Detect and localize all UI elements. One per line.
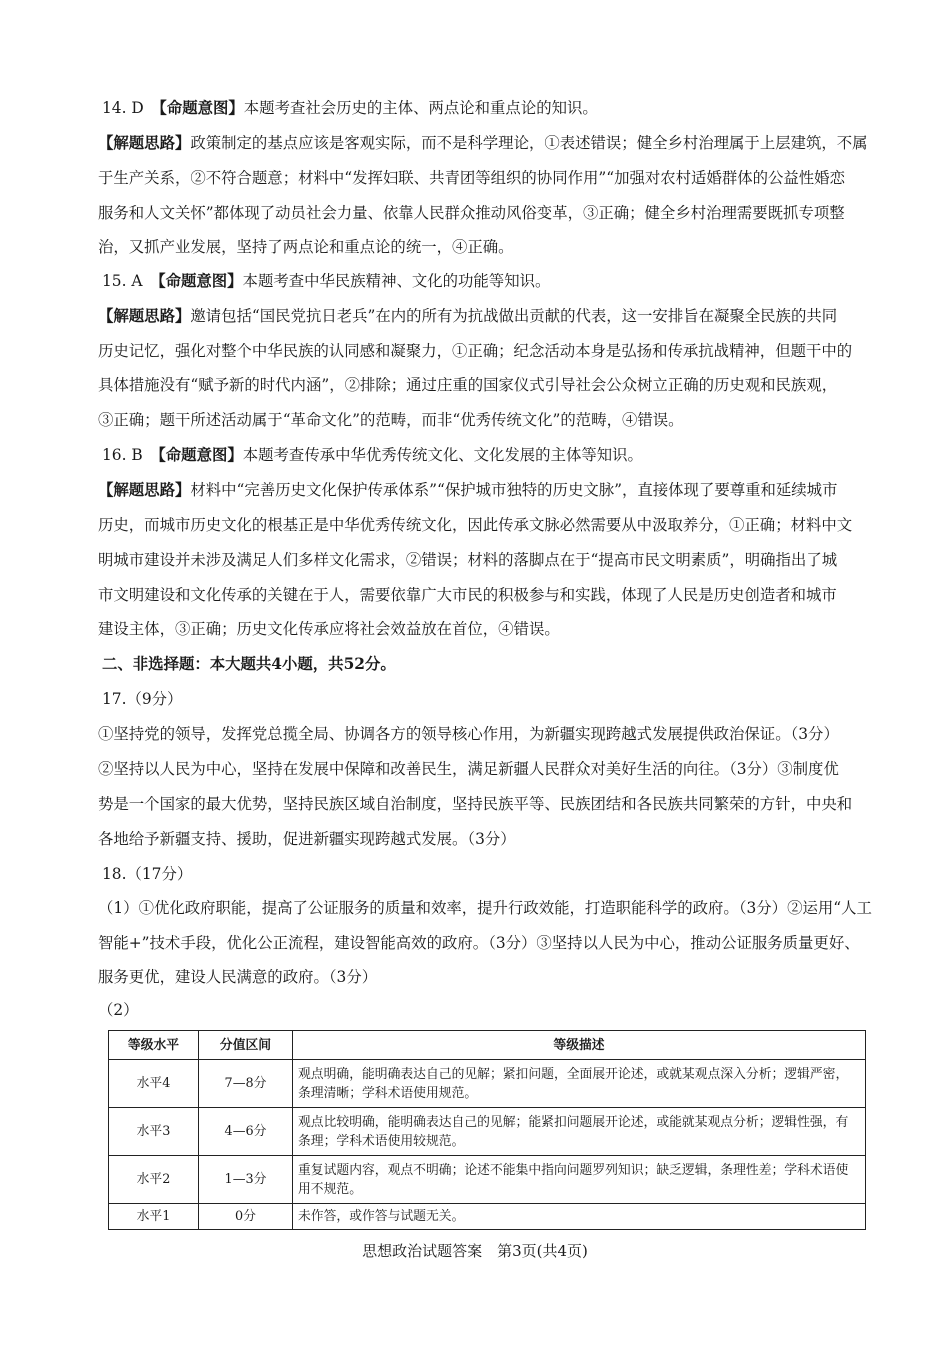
rubric-score: 7—8分 <box>199 1060 293 1108</box>
q16-line-5: 建设主体，③正确；历史文化传承应将社会效益放在首位，④错误。 <box>98 620 560 638</box>
q16-line-3: 明城市建设并未涉及满足人们多样文化需求，②错误；材料的落脚点在于“提高市民文明素质”，明确指出了城 <box>98 551 838 569</box>
table-row <box>109 1108 866 1156</box>
table-row <box>109 1204 866 1230</box>
q16-number: 16. B <box>102 446 143 464</box>
q16-analysis-tag: 【解题思路】 <box>98 481 191 499</box>
q14-number: 14. D <box>102 99 144 117</box>
rubric-level: 水平2 <box>109 1156 199 1204</box>
q14-header <box>102 98 890 118</box>
q16-analysis-line <box>98 480 890 500</box>
q16-intent-tag: 【命题意图】 <box>158 446 243 464</box>
q15-intent-tag: 【命题意图】 <box>157 272 243 290</box>
rubric-score: 1—3分 <box>199 1156 293 1204</box>
rubric-score: 0分 <box>199 1204 293 1230</box>
q15-line-2: 历史记忆，强化对整个中华民族的认同感和凝聚力，①正确；纪念活动本身是弘扬和传承抗战精神，但题干中的 <box>98 342 853 360</box>
rubric-header-description: 等级描述 <box>293 1031 866 1060</box>
q16-intent: 本题考查传承中华优秀传统文化、文化发展的主体等知识。 <box>242 446 643 464</box>
q17-line-1: ①坚持党的领导，发挥党总揽全局、协调各方的领导核心作用，为新疆实现跨越式发展提供政治保证。（3分） <box>98 725 839 743</box>
q17-line-2: ②坚持以人民为中心，坚持在发展中保障和改善民生，满足新疆人民群众对美好生活的向往。（3分）③制度优 <box>98 760 839 778</box>
table-row <box>109 1060 866 1108</box>
rubric-level: 水平1 <box>109 1204 199 1230</box>
q15-analysis-tag: 【解题思路】 <box>98 307 191 325</box>
q18-line-2: 智能+”技术手段，优化公正流程，建设智能高效的政府。（3分）③坚持以人民为中心，推动公证服务质量更好、 <box>98 934 860 952</box>
q16-line-4: 市文明建设和文化传承的关键在于人，需要依靠广大市民的积极参与和实践，体现了人民是历史创造者和城市 <box>98 586 837 604</box>
q15-intent: 本题考查中华民族精神、文化的功能等知识。 <box>242 272 551 290</box>
q18-line-1: （1）①优化政府职能，提高了公证服务的质量和效率，提升行政效能，打造职能科学的政府。（3分）②运用“人工 <box>98 899 872 917</box>
rubric-header-row <box>109 1031 866 1060</box>
rubric-table <box>108 1030 866 1230</box>
q16-line-2: 历史，而城市历史文化的根基正是中华优秀传统文化，因此传承文脉必然需要从中汲取养分，①正确；材料中文 <box>98 516 853 534</box>
rubric-description: 重复试题内容，观点不明确；论述不能集中指向问题罗列知识；缺乏逻辑，条理性差；学科术语使用不规范。 <box>293 1156 866 1204</box>
q14-analysis-tag: 【解题思路】 <box>98 134 191 152</box>
rubric-header-score: 分值区间 <box>199 1031 293 1060</box>
rubric-description: 观点比较明确，能明确表达自己的见解；能紧扣问题展开论述，或能就某观点分析；逻辑性强，有条理；学科术语使用较规范。 <box>293 1108 866 1156</box>
rubric-description: 观点明确，能明确表达自己的见解；紧扣问题，全面展开论述，或就某观点深入分析；逻辑严密，条理清晰；学科术语使用规范。 <box>293 1060 866 1108</box>
rubric-header-level: 等级水平 <box>109 1031 199 1060</box>
table-row <box>109 1156 866 1204</box>
q17-line-4: 各地给予新疆支持、援助，促进新疆实现跨越式发展。（3分） <box>98 830 516 848</box>
q17-line-3: 势是一个国家的最大优势，坚持民族区域自治制度，坚持民族平等、民族团结和各民族共同繁荣的方针，中央和 <box>98 795 853 813</box>
q18-header: 18.（17分） <box>102 865 193 883</box>
q14-line-4: 治，又抓产业发展，坚持了两点论和重点论的统一，④正确。 <box>98 238 514 256</box>
q16-header <box>102 445 890 465</box>
q14-line-2: 于生产关系，②不符合题意；材料中“发挥妇联、共青团等组织的协同作用”“加强对农村适婚群体的公益性婚恋 <box>98 169 845 187</box>
q14-analysis-line <box>98 133 890 153</box>
rubric-level: 水平4 <box>109 1060 199 1108</box>
q16-line-1: 材料中“完善历史文化保护传承体系”“保护城市独特的历史文脉”，直接体现了要尊重和延续城市 <box>190 481 838 499</box>
q15-line-1: 邀请包括“国民党抗日老兵”在内的所有为抗战做出贡献的代表，这一安排旨在凝聚全民族的共同 <box>190 307 838 325</box>
page-footer: 思想政治试题答案 第3页(共4页) <box>362 1242 588 1260</box>
q14-intent: 本题考查社会历史的主体、两点论和重点论的知识。 <box>243 99 598 117</box>
q15-analysis-line <box>98 306 890 326</box>
q14-intent-tag: 【命题意图】 <box>159 99 244 117</box>
q14-line-1: 政策制定的基点应该是客观实际，而不是科学理论，①表述错误；健全乡村治理属于上层建筑，不属 <box>190 134 868 152</box>
rubric-level: 水平3 <box>109 1108 199 1156</box>
q17-header: 17.（9分） <box>102 690 183 708</box>
q15-line-4: ③正确；题干所述活动属于“革命文化”的范畴，而非“优秀传统文化”的范畴，④错误。 <box>98 411 684 429</box>
rubric-score: 4—6分 <box>199 1108 293 1156</box>
q15-number: 15. A <box>102 272 143 290</box>
q18-line-3: 服务更优，建设人民满意的政府。（3分） <box>98 968 378 986</box>
q14-line-3: 服务和人文关怀”都体现了动员社会力量、依靠人民群众推动风俗变革，③正确；健全乡村治理需要既抓专项整 <box>98 204 845 222</box>
section-heading: 二、非选择题：本大题共4小题，共52分。 <box>102 655 396 673</box>
q18-part2-label: （2） <box>98 1001 139 1019</box>
q15-line-3: 具体措施没有“赋予新的时代内涵”，②排除；通过庄重的国家仪式引导社会公众树立正确的历史观和民族观， <box>98 376 838 394</box>
rubric-description: 未作答，或作答与试题无关。 <box>293 1204 866 1230</box>
q15-header <box>102 271 890 291</box>
